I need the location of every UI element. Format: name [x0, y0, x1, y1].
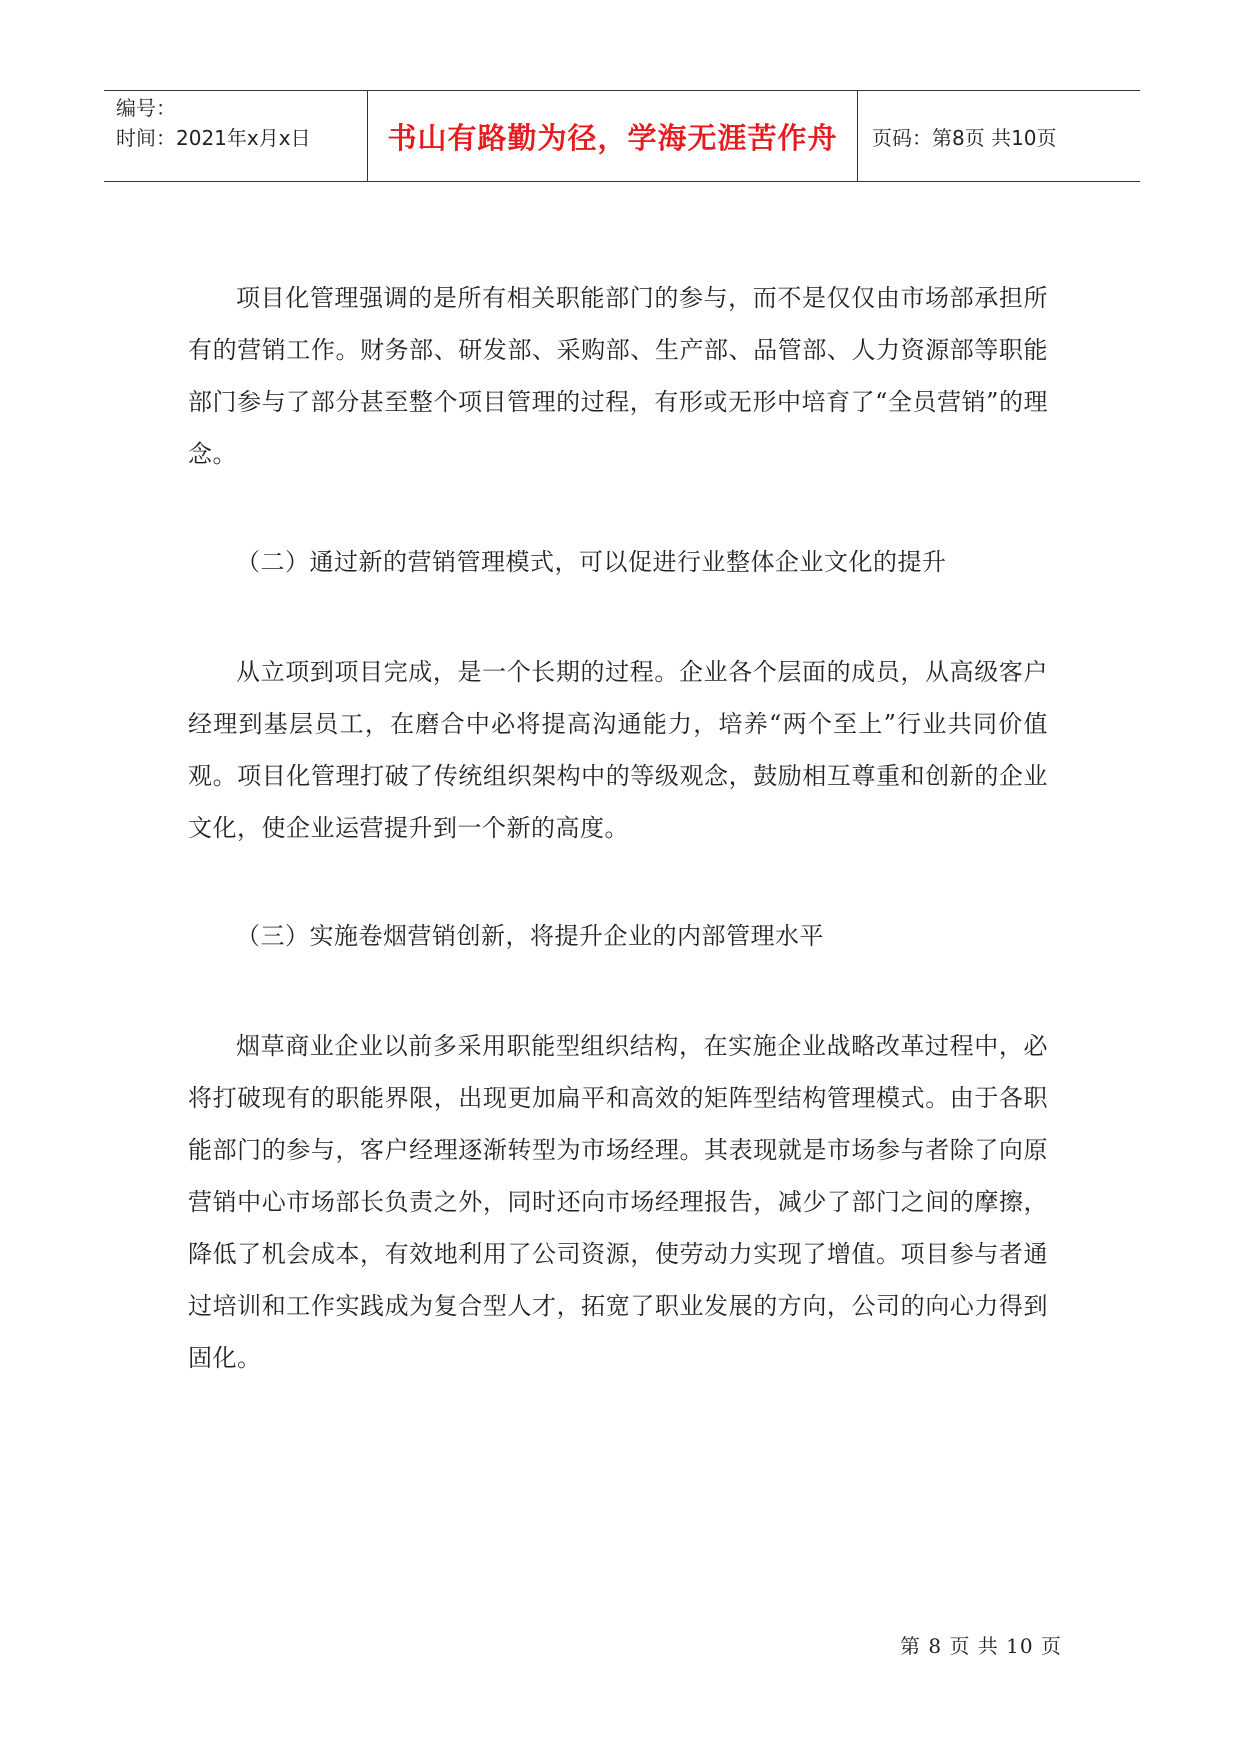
paragraph-1: 项目化管理强调的是所有相关职能部门的参与，而不是仅仅由市场部承担所有的营销工作。财务部、研发部、采购部、生产部、品管部、人力资源部等职能部门参与了部分甚至整个项目管理的过程，有形或无形中培育了“全员营销”的理念。: [188, 284, 1048, 468]
paragraph-2: 从立项到项目完成，是一个长期的过程。企业各个层面的成员，从高级客户经理到基层员工，在磨合中必将提高沟通能力，培养“两个至上”行业共同价值观。项目化管理打破了传统组织架构中的等级观念，鼓励相互尊重和创新的企业文化，使企业运营提升到一个新的高度。: [188, 658, 1048, 842]
header-page-label: 页码：第8页 共10页: [872, 125, 1057, 150]
header-motto: 书山有路勤为径，学海无涯苦作舟: [387, 120, 838, 155]
page-footer: [900, 1630, 1062, 1659]
document-time-label: 时间：2021年x月x日: [116, 126, 311, 150]
document-body: [188, 272, 1048, 1384]
paragraph-3: 烟草商业企业以前多采用职能型组织结构，在实施企业战略改革过程中，必将打破现有的职能界限，出现更加扁平和高效的矩阵型结构管理模式。由于各职能部门的参与，客户经理逐渐转型为市场经理。其表现就是市场参与者除了向原营销中心市场部长负责之外，同时还向市场经理报告，减少了部门之间的摩擦，降低了机会成本，有效地利用了公司资源，使劳动力实现了增值。项目参与者通过培训和工作实践成为复合型人才，拓宽了职业发展的方向，公司的向心力得到固化。: [188, 1032, 1048, 1372]
footer-page-number: 第 8 页 共 10 页: [900, 1634, 1062, 1658]
header-page-cell: [858, 91, 1140, 181]
document-header: [104, 90, 1140, 182]
document-number-label: 编号：: [116, 96, 176, 120]
header-info-cell: [104, 91, 368, 181]
section-heading-2: （二）通过新的营销管理模式，可以促进行业整体企业文化的提升: [236, 548, 947, 576]
header-motto-cell: [368, 91, 858, 181]
section-heading-3: （三）实施卷烟营销创新，将提升企业的内部管理水平: [236, 922, 824, 950]
